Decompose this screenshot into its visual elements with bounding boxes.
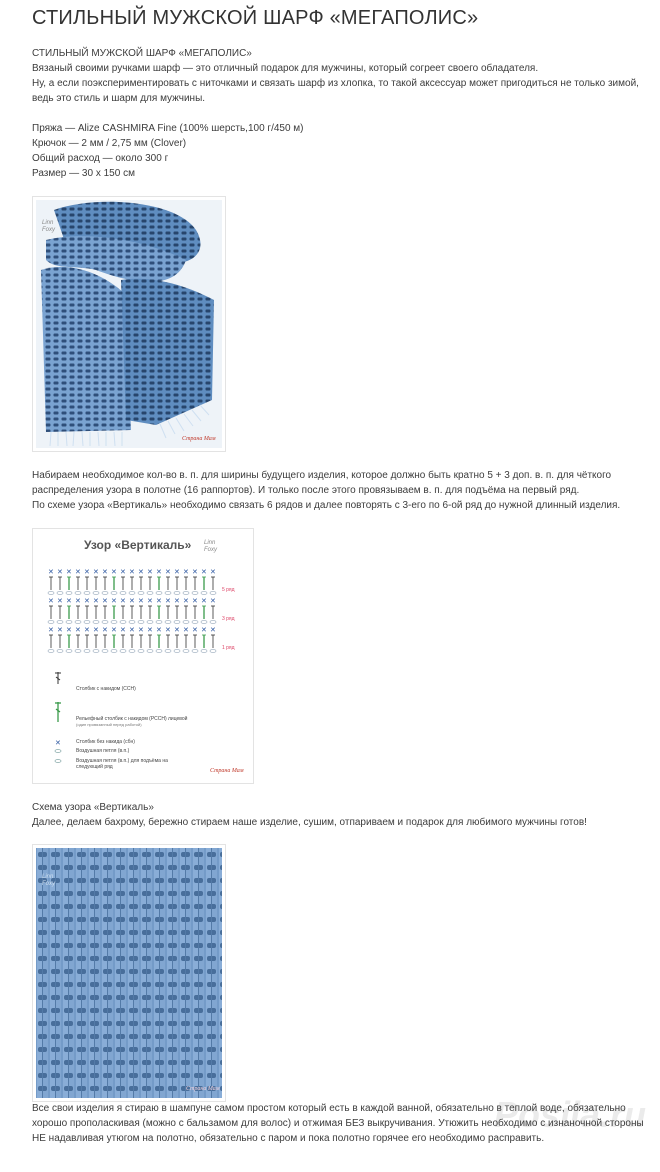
stitch-chain	[57, 650, 63, 653]
stitch-sbn: ✕	[84, 598, 90, 605]
texture-photo[interactable]	[32, 844, 226, 1102]
stitch-chain	[93, 621, 99, 624]
photo3-logo-line1: Linn	[42, 874, 54, 880]
stitch-chain	[102, 650, 108, 653]
intro-line-2: Вязаный своими ручками шарф — это отличный подарок для мужчины, который согреет своего обладателя.	[32, 63, 539, 74]
scarf-photo[interactable]	[32, 196, 226, 452]
stitch-chain	[183, 592, 189, 595]
stitch-chain	[75, 650, 81, 653]
texture-photo-image	[36, 848, 222, 1098]
stitch-chain	[57, 621, 63, 624]
stitch-sbn: ✕	[102, 598, 108, 605]
stitch-sbn: ✕	[111, 569, 117, 576]
stitch-sbn: ✕	[165, 569, 171, 576]
spec-consumption: Общий расход — около 300 г	[32, 153, 169, 164]
stitch-sbn: ✕	[66, 569, 72, 576]
stitch-chain	[156, 592, 162, 595]
stitch-chain	[84, 650, 90, 653]
photo1-logo-line1: Linn	[42, 220, 54, 226]
intro-line-1: СТИЛЬНЫЙ МУЖСКОЙ ШАРФ «МЕГАПОЛИС»	[32, 48, 252, 59]
photo3-logo-line2: Foxy	[42, 881, 56, 887]
stitch-chain	[201, 592, 207, 595]
scarf-illustration	[36, 200, 222, 448]
stitch-chain	[48, 650, 54, 653]
spec-hook: Крючок — 2 мм / 2,75 мм (Clover)	[32, 138, 187, 149]
spec-size: Размер — 30 х 150 см	[32, 168, 135, 179]
stitch-sbn: ✕	[174, 569, 180, 576]
scheme-row-3: 3 ряд	[222, 616, 235, 622]
stitch-sbn: ✕	[192, 569, 198, 576]
photo1-watermark: Страна Мам	[182, 436, 216, 442]
stitch-sbn: ✕	[201, 569, 207, 576]
stitch-chain	[138, 621, 144, 624]
stitch-chain	[156, 650, 162, 653]
spec-yarn: Пряжа — Alize CASHMIRA Fine (100% шерсть,100 г/450 м)	[32, 123, 304, 134]
stitch-sbn: ✕	[138, 627, 144, 634]
stitch-sbn: ✕	[210, 569, 216, 576]
finishing-text: Далее, делаем бахрому, бережно стираем наше изделие, сушим, отпариваем и подарок для любимого мужчины готов!	[32, 817, 587, 828]
stitch-sbn: ✕	[84, 569, 90, 576]
stitch-sbn: ✕	[138, 569, 144, 576]
stitch-chain	[48, 621, 54, 624]
stitch-sbn: ✕	[93, 598, 99, 605]
legend-vp-lift: Воздушная петля (в.п.) для подъёма на следующий ряд	[76, 758, 168, 770]
photo1-logo-line2: Foxy	[42, 227, 56, 233]
stitch-chain	[138, 592, 144, 595]
stitch-sbn: ✕	[147, 627, 153, 634]
stitch-chain	[120, 621, 126, 624]
stitch-sbn: ✕	[57, 598, 63, 605]
stitch-chain	[102, 621, 108, 624]
stitch-chain	[57, 592, 63, 595]
instruction-line-1: Набираем необходимое кол-во в. п. для ширины будущего изделия, которое должно быть кратно 5 + 3 доп. в. п. для чёткого	[32, 470, 612, 481]
stitch-chain	[129, 650, 135, 653]
stitch-sbn: ✕	[84, 627, 90, 634]
site-watermark: Posila.ru	[493, 1094, 646, 1135]
stitch-sbn: ✕	[102, 569, 108, 576]
stitch-chain	[192, 592, 198, 595]
stitch-sbn: ✕	[66, 627, 72, 634]
stitch-sbn: ✕	[201, 627, 207, 634]
legend-ssn: Столбик с накидом (ССН)	[76, 686, 136, 692]
stitch-chain	[210, 592, 216, 595]
scarf-photo-image	[36, 200, 222, 448]
stitch-chain	[93, 592, 99, 595]
stitch-sbn: ✕	[210, 627, 216, 634]
stitch-sbn: ✕	[111, 598, 117, 605]
stitch-chain	[165, 621, 171, 624]
scheme-title: Узор «Вертикаль»	[84, 538, 192, 552]
stitch-sbn: ✕	[48, 627, 54, 634]
stitch-sbn: ✕	[183, 627, 189, 634]
stitch-chain	[93, 650, 99, 653]
stitch-chain	[183, 621, 189, 624]
stitch-sbn: ✕	[183, 569, 189, 576]
scheme-logo-line2: Foxy	[204, 547, 218, 553]
scheme-logo-line1: Linn	[204, 540, 216, 546]
stitch-sbn: ✕	[57, 627, 63, 634]
care-line-3: НЕ надавливая утюгом на полотно, обязательно с паром и пока полотно горячее его необходимо расправить.	[32, 1133, 545, 1144]
stitch-sbn: ✕	[120, 598, 126, 605]
stitch-sbn: ✕	[174, 627, 180, 634]
stitch-chain	[111, 650, 117, 653]
stitch-sbn: ✕	[183, 598, 189, 605]
scheme-diagram	[36, 532, 250, 780]
stitch-sbn: ✕	[138, 598, 144, 605]
stitch-sbn: ✕	[93, 627, 99, 634]
care-line-2: хорошо прополаскивая (можно с бальзамом для волос) и отжимая БЕЗ выкручивания. Утюжить необходимо с изнаночной стороны	[32, 1118, 644, 1129]
stitch-sbn: ✕	[129, 569, 135, 576]
stitch-chain	[174, 650, 180, 653]
stitch-chain	[129, 621, 135, 624]
stitch-chain	[174, 592, 180, 595]
stitch-sbn: ✕	[147, 598, 153, 605]
stitch-chain	[183, 650, 189, 653]
stitch-chain	[192, 621, 198, 624]
stitch-chain	[201, 650, 207, 653]
stitch-chain	[138, 650, 144, 653]
stitch-sbn: ✕	[156, 569, 162, 576]
instruction-line-3: По схеме узора «Вертикаль» необходимо связать 6 рядов и далее повторять с 3-его по 6-ой ряд до нужной длинный изделия.	[32, 500, 621, 511]
stitch-sbn: ✕	[111, 627, 117, 634]
stitch-chain	[75, 621, 81, 624]
stitch-sbn: ✕	[192, 627, 198, 634]
scheme-caption: Схема узора «Вертикаль»	[32, 802, 154, 813]
stitch-chain	[102, 592, 108, 595]
stitch-chain	[165, 592, 171, 595]
stitch-sbn: ✕	[75, 627, 81, 634]
article-title: СТИЛЬНЫЙ МУЖСКОЙ ШАРФ «МЕГАПОЛИС»	[32, 7, 479, 29]
stitch-chain	[210, 650, 216, 653]
stitch-sbn: ✕	[57, 569, 63, 576]
stitch-chain	[66, 592, 72, 595]
stitch-sbn: ✕	[201, 598, 207, 605]
stitch-sbn: ✕	[147, 569, 153, 576]
stitch-sbn: ✕	[75, 598, 81, 605]
stitch-sbn: ✕	[156, 627, 162, 634]
stitch-chain	[147, 621, 153, 624]
stitch-sbn: ✕	[210, 598, 216, 605]
stitch-sbn: ✕	[66, 598, 72, 605]
stitch-sbn: ✕	[165, 598, 171, 605]
stitch-chain	[66, 621, 72, 624]
knit-texture	[36, 848, 222, 1098]
stitch-chain	[84, 592, 90, 595]
stitch-sbn: ✕	[93, 569, 99, 576]
stitch-chain	[48, 592, 54, 595]
legend-vp: Воздушная петля (в.п.)	[76, 748, 130, 754]
intro-line-4: ведь это стиль и шарм для мужчины.	[32, 93, 206, 104]
stitch-sbn: ✕	[120, 569, 126, 576]
stitch-sbn: ✕	[48, 569, 54, 576]
stitch-chain	[210, 621, 216, 624]
care-line-1: Все свои изделия я стираю в шампуне самом простом который есть в каждой ванной, обязательно в теплой воде, обязательно	[32, 1103, 626, 1114]
stitch-chain	[120, 650, 126, 653]
stitch-sbn: ✕	[75, 569, 81, 576]
instruction-line-2: распределения узора в полотне (16 раппортов). И только после этого провязываем в. п. для подъёма на первый ряд.	[32, 485, 580, 496]
stitch-chain	[147, 592, 153, 595]
stitch-sbn: ✕	[129, 627, 135, 634]
scheme-row-5: 5 ряд	[222, 587, 235, 593]
stitch-chain	[129, 592, 135, 595]
stitch-sbn: ✕	[102, 627, 108, 634]
stitch-sbn: ✕	[48, 598, 54, 605]
stitch-chain	[192, 650, 198, 653]
intro-line-3: Ну, а если поэкспериментировать с ниточками и связать шарф из хлопка, то такой аксессуар может пригодиться не только зимой,	[32, 78, 639, 89]
scheme-image-inner	[36, 532, 250, 780]
legend-rssn-note: (один провязанный перед работой)	[76, 722, 142, 727]
stitch-sbn: ✕	[165, 627, 171, 634]
stitch-chain	[156, 621, 162, 624]
stitch-chain	[111, 621, 117, 624]
legend-rssn: Рельефный столбик с накидом (РССН) лицевой	[76, 716, 188, 722]
stitch-chain	[120, 592, 126, 595]
scheme-watermark: Страна Мам	[210, 768, 244, 774]
stitch-chain	[111, 592, 117, 595]
stitch-sbn: ✕	[156, 598, 162, 605]
legend-sbn: Столбик без накида (сбн)	[76, 739, 135, 745]
photo3-watermark: Страна Мам	[186, 1086, 220, 1092]
scheme-image[interactable]	[32, 528, 254, 784]
stitch-sbn: ✕	[174, 598, 180, 605]
stitch-sbn: ✕	[120, 627, 126, 634]
stitch-chain	[174, 621, 180, 624]
stitch-chain	[165, 650, 171, 653]
stitch-chain	[66, 650, 72, 653]
stitch-chain	[201, 621, 207, 624]
stitch-chain	[147, 650, 153, 653]
stitch-sbn: ✕	[192, 598, 198, 605]
stitch-chain	[84, 621, 90, 624]
scheme-row-1: 1 ряд	[222, 645, 235, 651]
stitch-sbn: ✕	[129, 598, 135, 605]
svg-text:✕: ✕	[55, 740, 61, 747]
stitch-chain	[75, 592, 81, 595]
